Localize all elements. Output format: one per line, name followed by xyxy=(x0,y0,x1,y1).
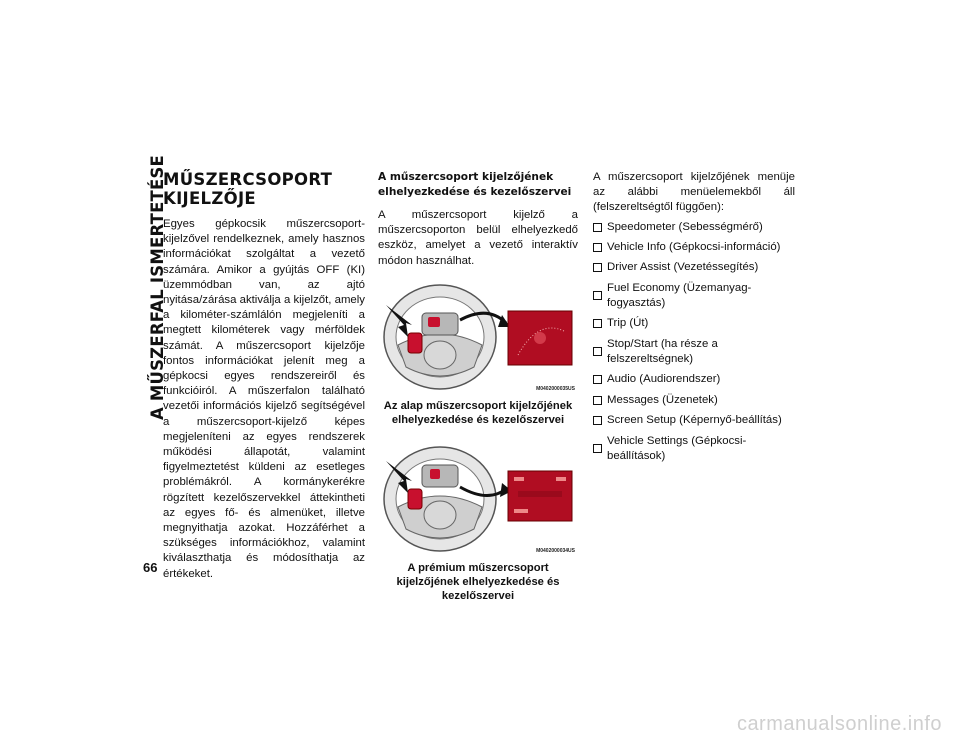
menu-item-list xyxy=(593,220,795,464)
location-paragraph: A műszercsoport kijelző a műszercsoporton belül elhelyezkedő eszköz, amelyet a vezető interaktív módon használhat. xyxy=(378,209,578,267)
checkbox-square-icon xyxy=(593,291,602,300)
list-item: Screen Setup (Képernyő-beállítás) xyxy=(593,413,795,428)
checkbox-square-icon xyxy=(593,347,602,356)
page-title: MŰSZERCSOPORT KIJELZŐJE xyxy=(163,170,333,208)
figure-code: M0402000034US xyxy=(536,547,575,554)
column-menu xyxy=(593,170,795,469)
list-item: Speedometer (Sebességmérő) xyxy=(593,220,795,235)
checkbox-square-icon xyxy=(593,396,602,405)
checkbox-square-icon xyxy=(593,263,602,272)
menu-intro: A műszercsoport kijelzőjének menüje az alábbi menüelemekből áll (felszereltségtől függően): xyxy=(593,171,795,214)
steering-wheel-premium-illustration xyxy=(378,437,578,559)
intro-paragraph: Egyes gépkocsik műszercsoport-kijelzővel rendelkeznek, amely hasznos információkat szolgáltat a vezető számára. Amikor a gyújtás OFF (KI) üzemmódban van, az ajtó nyitása/zárása aktiválja a kijelzőt, amely a kilométer-számlálón megjeleníti a megtett kilométerek vagy mérföldek számát. A műszercsoport kijelzője fontos információkat jelenít meg a gépkocsi egyes rendszereiről és funkcióiról. A műszerfalon található vezetői információs kijelző segítségével a műszercsoport-kijelző képes megjeleníteni az egyes rendszerek működési állapotát, valamint figyelmeztetést küldeni az esetleges problémákról. A kormánykerékre rögzített kezelőszervekkel áttekintheti az egyes fő- és almenüket, illetve megnyithatja azokat. Hozzáférhet a szükséges információkhoz, valamint kiválaszthatja és módosíthatja az értékeket. xyxy=(163,218,365,580)
checkbox-square-icon xyxy=(593,375,602,384)
location-subheading: A műszercsoport kijelzőjének elhelyezkedése és kezelőszervei xyxy=(378,171,572,198)
column-location xyxy=(378,170,578,613)
list-item: Fuel Economy (Üzemanyag-fogyasztás) xyxy=(593,281,795,311)
figure-caption: A prémium műszercsoport kijelzőjének elhelyezkedése és kezelőszervei xyxy=(396,561,560,602)
watermark: carmanualsonline.info xyxy=(736,713,942,735)
figure-premium-cluster xyxy=(378,437,578,559)
list-item: Vehicle Info (Gépkocsi-információ) xyxy=(593,240,795,255)
list-item: Stop/Start (ha része a felszereltségnek) xyxy=(593,337,795,367)
steering-wheel-basic-illustration xyxy=(378,275,578,397)
checkbox-square-icon xyxy=(593,444,602,453)
list-item: Driver Assist (Vezetéssegítés) xyxy=(593,260,795,275)
checkbox-square-icon xyxy=(593,243,602,252)
column-intro xyxy=(163,170,365,582)
checkbox-square-icon xyxy=(593,416,602,425)
list-item: Messages (Üzenetek) xyxy=(593,393,795,408)
page-number: 66 xyxy=(143,560,158,575)
figure-caption: Az alap műszercsoport kijelzőjének elhelyezkedése és kezelőszervei xyxy=(383,399,573,426)
checkbox-square-icon xyxy=(593,223,602,232)
section-side-title: A MŰSZERFAL ISMERTETÉSE xyxy=(148,154,168,421)
figure-basic-cluster xyxy=(378,275,578,397)
list-item: Trip (Út) xyxy=(593,316,795,331)
list-item: Vehicle Settings (Gépkocsi-beállítások) xyxy=(593,434,795,464)
list-item: Audio (Audiorendszer) xyxy=(593,372,795,387)
figure-code: M0402000035US xyxy=(536,385,575,392)
checkbox-square-icon xyxy=(593,319,602,328)
